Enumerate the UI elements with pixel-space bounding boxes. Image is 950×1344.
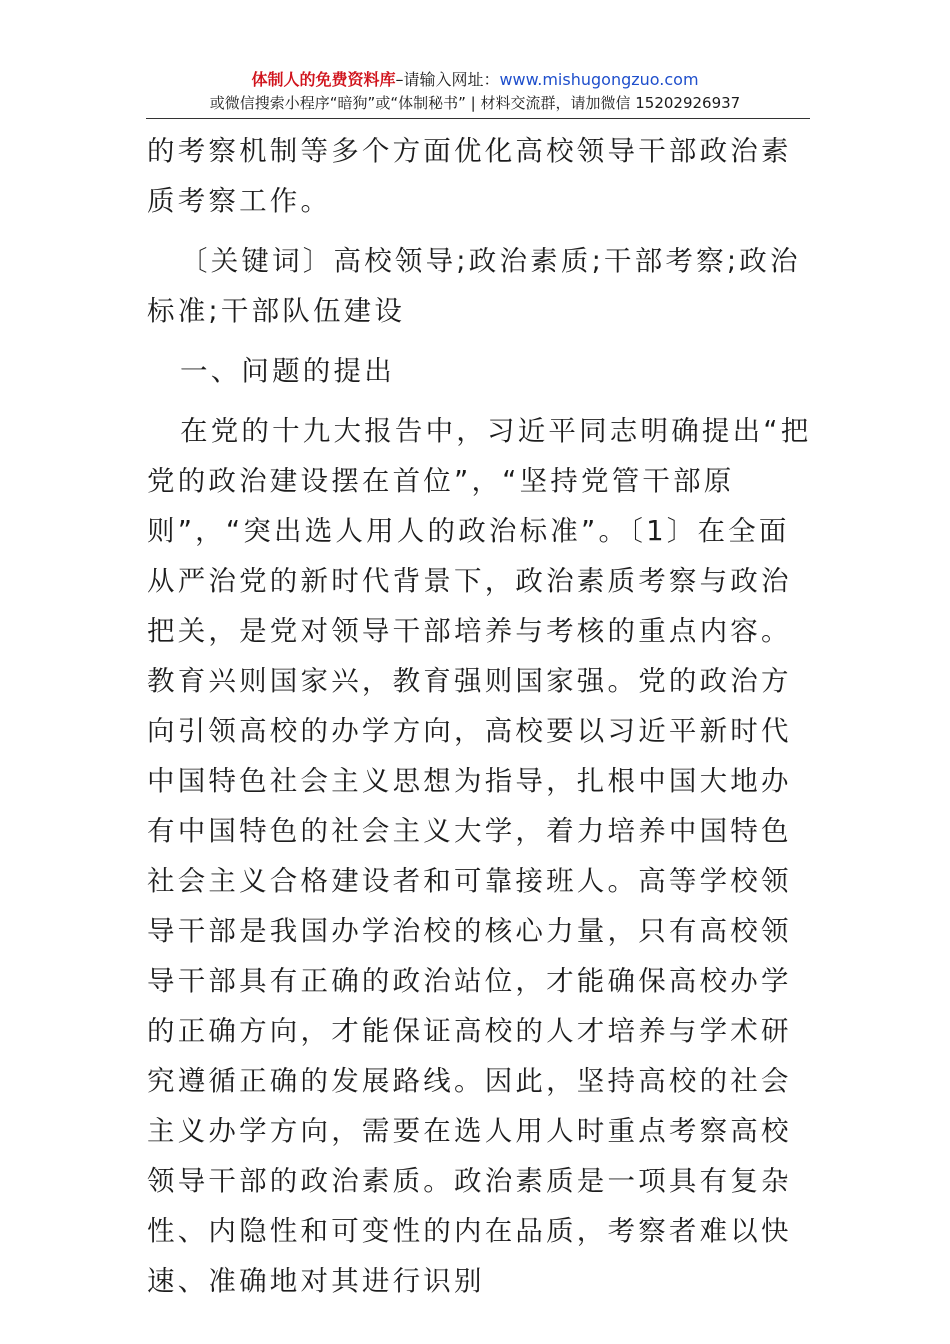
url-prompt: –请输入网址：	[395, 70, 500, 89]
body-paragraph: 在党的十九大报告中，习近平同志明确提出“把党的政治建设摆在首位”，“坚持党管干部原则”，“突出选人用人的政治标准”。〔1〕在全面从严治党的新时代背景下，政治素质考察与政治把关，是党对领导干部培养与考核的重点内容。教育兴则国家兴，教育强则国家强。党的政治方向引领高校的办学方向，高校要以习近平新时代中国特色社会主义思想为指导，扎根中国大地办有中国特色的社会主义大学，着力培养中国特色社会主义合格建设者和可靠接班人。高等学校领导干部是我国办学治校的核心力量，只有高校领导干部具有正确的政治站位，才能确保高校办学的正确方向，才能保证高校的人才培养与学术研究遵循正确的发展路线。因此，坚持高校的社会主义办学方向，需要在选人用人时重点考察高校领导干部的政治素质。政治素质是一项具有复杂性、内隐性和可变性的内在品质，考察者难以快速、准确地对其进行识别	[147, 415, 812, 1297]
document-body	[147, 126, 817, 1316]
section-title: 一、问题的提出	[180, 355, 395, 387]
site-url-link[interactable]: www.mishugongzuo.com	[499, 70, 699, 89]
paragraph-continuation: 的考察机制等多个方面优化高校领导干部政治素质考察工作。	[147, 135, 792, 217]
header-divider	[146, 118, 810, 119]
header-line-1	[0, 68, 950, 92]
page-header	[0, 68, 950, 114]
header-line-2: 或微信搜索小程序“暗狗”或“体制秘书” | 材料交流群，请加微信 15202926937	[209, 94, 741, 112]
keywords-paragraph: 〔关键词〕高校领导;政治素质;干部考察;政治标准;干部队伍建设	[147, 245, 801, 327]
brand-title: 体制人的免费资料库	[251, 70, 396, 89]
